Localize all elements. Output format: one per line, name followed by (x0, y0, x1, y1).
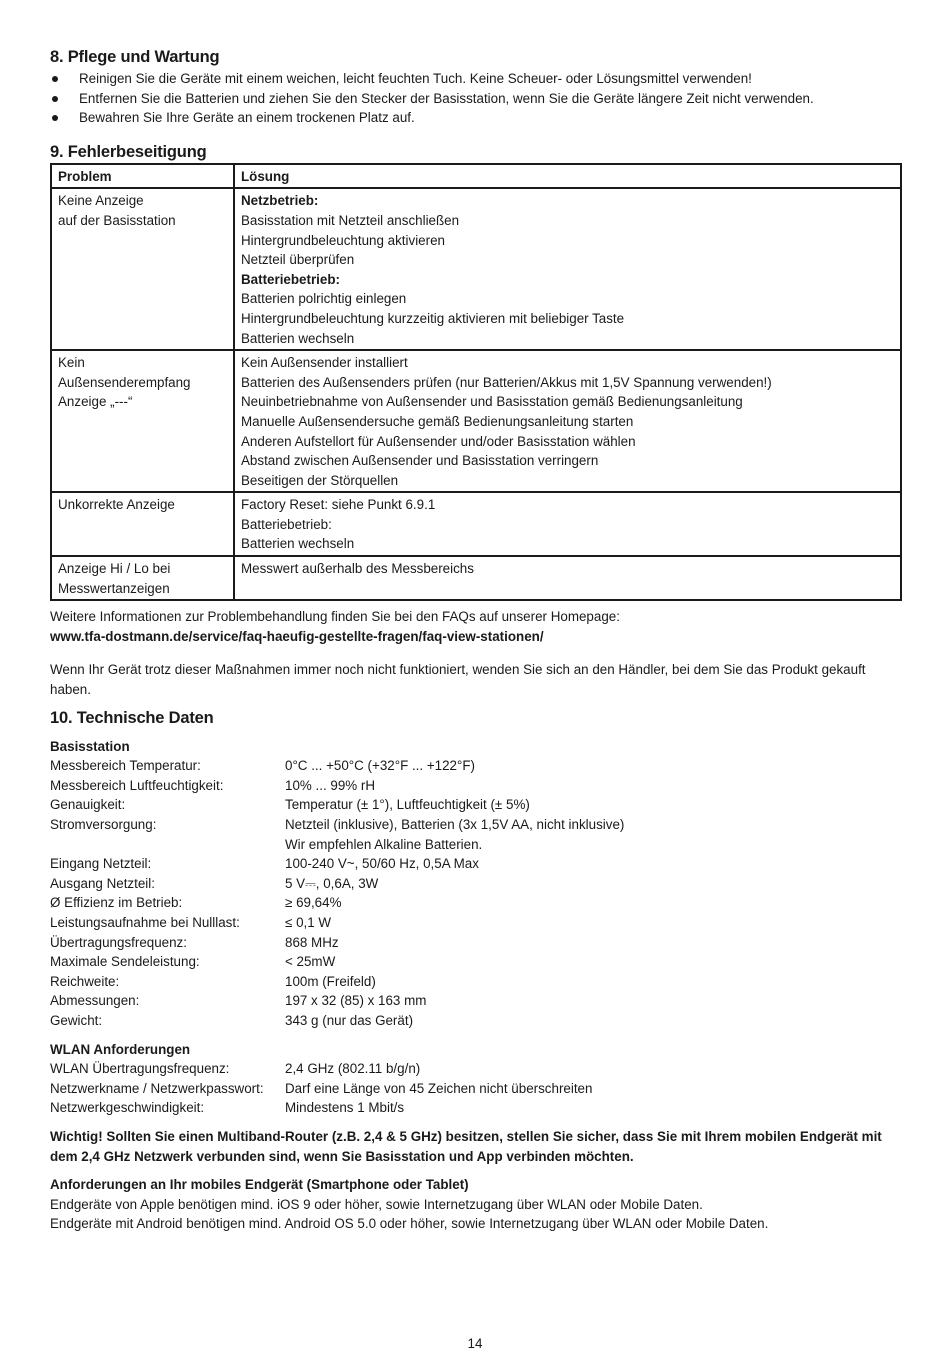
section-10-title: 10. Technische Daten (50, 708, 214, 727)
spec-row: Maximale Sendeleistung: < 25mW (50, 954, 336, 970)
troubleshooting-table (50, 163, 902, 601)
solution-cell: Netzbetrieb: Basisstation mit Netzteil anschließen Hintergrundbeleuchtung aktivieren Netzteil überprüfen Batteriebetrieb: Batterien polrichtig einlegen Hintergrundbeleuchtung kurzzeitig aktivieren mit beliebiger Taste Batterien wechseln (234, 188, 901, 350)
page-number: 14 (467, 1336, 483, 1351)
spec-row: Gewicht: 343 g (nur das Gerät) (50, 1012, 414, 1028)
table-header-row (51, 164, 901, 189)
problem-cell: Anzeige Hi / Lo bei Messwertanzeigen (51, 556, 234, 600)
android-requirement-text: Endgeräte mit Android benötigen mind. Android OS 5.0 oder höher, sowie Internetzugang über WLAN oder Mobile Daten. (50, 1216, 769, 1232)
spec-row: Abmessungen: 197 x 32 (85) x 163 mm (50, 993, 427, 1009)
spec-row: Netzwerkname / Netzwerkpasswort: Darf eine Länge von 45 Zeichen nicht überschreiten (50, 1080, 593, 1096)
care-bullet-list (50, 69, 902, 128)
list-item: Entfernen Sie die Batterien und ziehen Sie den Stecker der Basisstation, wenn Sie die Geräte längere Zeit nicht verwenden. (50, 89, 902, 109)
list-item: Reinigen Sie die Geräte mit einem weichen, leicht feuchten Tuch. Keine Scheuer- oder Lösungsmittel verwenden! (50, 69, 902, 89)
column-header-problem: Problem (51, 164, 234, 189)
table-row (51, 556, 901, 600)
spec-row: WLAN Übertragungsfrequenz: 2,4 GHz (802.11 b/g/n) (50, 1061, 421, 1077)
manual-page (50, 46, 902, 1234)
list-item: Bewahren Sie Ihre Geräte an einem trockenen Platz auf. (50, 108, 902, 128)
problem-cell: Keine Anzeige auf der Basisstation (51, 188, 234, 350)
basisstation-heading: Basisstation (50, 738, 130, 754)
spec-row: Genauigkeit: Temperatur (± 1°), Luftfeuchtigkeit (± 5%) (50, 797, 530, 813)
spec-row: Ausgang Netzteil: 5 V⎓, 0,6A, 3W (50, 875, 379, 891)
apple-requirement-text: Endgeräte von Apple benötigen mind. iOS 9 oder höher, sowie Internetzugang über WLAN oder Mobile Daten. (50, 1196, 703, 1212)
bullet-icon (52, 115, 58, 121)
wlan-heading: WLAN Anforderungen (50, 1041, 191, 1057)
problem-cell: Unkorrekte Anzeige (51, 492, 234, 556)
spec-row: Wir empfehlen Alkaline Batterien. (285, 836, 483, 852)
solution-cell: Messwert außerhalb des Messbereichs (234, 556, 901, 600)
spec-row: Netzwerkgeschwindigkeit: Mindestens 1 Mbit/s (50, 1100, 405, 1116)
problem-cell: Kein Außensenderempfang Anzeige „---“ (51, 350, 234, 492)
faq-intro-text: Weitere Informationen zur Problembehandlung finden Sie bei den FAQs auf unserer Homepage: (50, 609, 620, 625)
solution-cell: Kein Außensender installiert Batterien des Außensenders prüfen (nur Batterien/Akkus mit 1,5V Spannung verwenden!) Neuinbetriebnahme von Außensender und Basisstation gemäß Bedienungsanleitung Manuelle Außensendersuche gemäß Bedienungsanleitung starten Anderen Aufstellort für Außensender und/oder Basisstation wählen Abstand zwischen Außensender und Basisstation verringern Beseitigen der Störquellen (234, 350, 901, 492)
spec-row: Messbereich Temperatur: 0°C ... +50°C (+32°F ... +122°F) (50, 758, 475, 774)
bullet-icon (52, 76, 58, 82)
wlan-spec-list (50, 1059, 902, 1118)
table-row (51, 188, 901, 350)
multiband-warning: Wichtig! Sollten Sie einen Multiband-Router (z.B. 2,4 & 5 GHz) besitzen, stellen Sie sicher, dass Sie mit Ihrem mobilen Endgerät mit dem 2,4 GHz Netzwerk verbunden sind, wenn Sie Basisstation und App verbinden möchten. (50, 1128, 882, 1164)
column-header-solution: Lösung (234, 164, 901, 189)
spec-row: Übertragungsfrequenz: 868 MHz (50, 934, 339, 950)
dealer-note-text: Wenn Ihr Gerät trotz dieser Maßnahmen immer noch nicht funktioniert, wenden Sie sich an den Händler, bei dem Sie das Produkt gekauft haben. (50, 662, 866, 698)
spec-row: Eingang Netzteil: 100-240 V~, 50/60 Hz, 0,5A Max (50, 856, 479, 872)
faq-link[interactable]: www.tfa-dostmann.de/service/faq-haeufig-gestellte-fragen/faq-view-stationen/ (50, 628, 544, 644)
spec-row: Leistungsaufnahme bei Nulllast: ≤ 0,1 W (50, 914, 332, 930)
mobile-requirements-heading: Anforderungen an Ihr mobiles Endgerät (Smartphone oder Tablet) (50, 1177, 469, 1193)
solution-cell: Factory Reset: siehe Punkt 6.9.1 Batteriebetrieb: Batterien wechseln (234, 492, 901, 556)
spec-row: Reichweite: 100m (Freifeld) (50, 973, 376, 989)
table-row (51, 350, 901, 492)
spec-row: Stromversorgung: Netzteil (inklusive), Batterien (3x 1,5V AA, nicht inklusive) (50, 817, 625, 832)
section-8-title: 8. Pflege und Wartung (50, 48, 220, 66)
bullet-icon (52, 96, 58, 102)
basisstation-spec-list (50, 756, 902, 1030)
spec-row: Messbereich Luftfeuchtigkeit: 10% ... 99% rH (50, 777, 376, 793)
table-row (51, 492, 901, 556)
section-9-title: 9. Fehlerbeseitigung (50, 142, 207, 161)
spec-row: Ø Effizienz im Betrieb: ≥ 69,64% (50, 895, 342, 911)
